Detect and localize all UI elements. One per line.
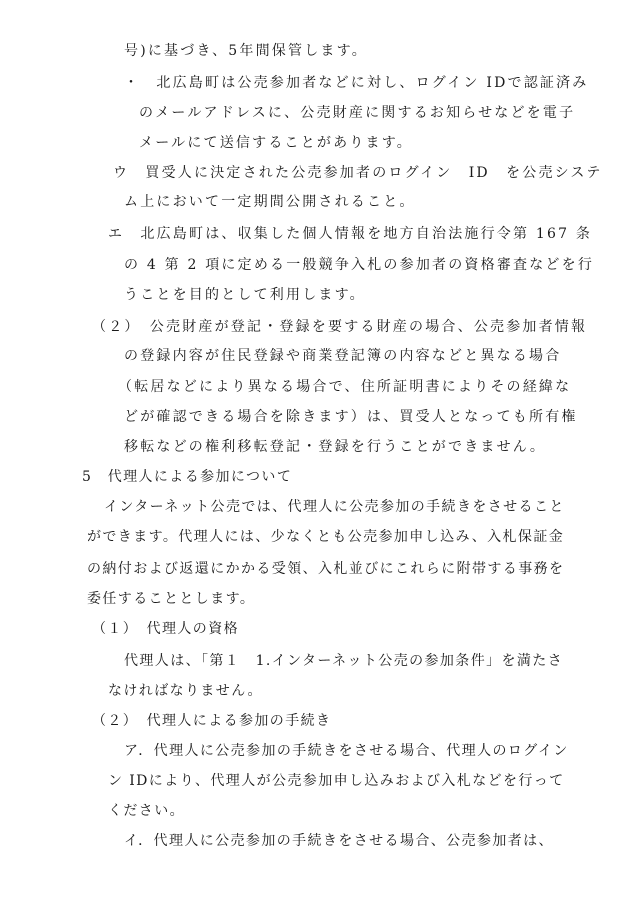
text-line: 号)に基づき、5年間保管します。	[124, 43, 368, 59]
text-line: の 4 第 2 項に定める一般競争入札の参加者の資格審査などを行	[124, 257, 595, 273]
text-line: の納付および返還にかかる受領、入札並びにこれらに附帯する事務を	[87, 561, 565, 577]
text-line: ができます。代理人には、少なくとも公売参加申し込み、入札保証金	[87, 529, 565, 545]
text-line: ウ 買受人に決定された公売参加者のログイン ID を公売システ	[113, 165, 603, 181]
text-line: 委任することとします。	[87, 591, 256, 607]
section-heading: 5 代理人による参加について	[82, 469, 293, 485]
text-line: ・ 北広島町は公売参加者などに対し、ログイン IDで認証済み	[124, 75, 589, 91]
text-line: イ．代理人に公売参加の手続きをさせる場合、公売参加者は、	[124, 833, 554, 849]
text-line: なければなりません。	[108, 683, 263, 699]
section-heading: （１） 代理人の資格	[92, 621, 239, 637]
text-line: ム上において一定期間公開されること。	[124, 194, 416, 210]
text-line: ン IDにより、代理人が公売参加申し込みおよび入札などを行って	[108, 773, 565, 789]
text-line: ください。	[108, 803, 185, 819]
text-line: どが確認できる場合を除きます）は、買受人となっても所有権	[124, 409, 578, 425]
text-line: メールにて送信することがあります。	[139, 135, 413, 151]
text-line: インターネット公売では、代理人に公売参加の手続きをさせること	[104, 499, 565, 515]
text-line: 移転などの権利移転登記・登録を行うことができません。	[124, 439, 547, 455]
text-line: ア．代理人に公売参加の手続きをさせる場合、代理人のログイン	[124, 743, 569, 759]
section-heading: （２） 公売財産が登記・登録を要する財産の場合、公売参加者情報	[92, 319, 588, 335]
text-line: の登録内容が住民登録や商業登記簿の内容などと異なる場合	[124, 348, 562, 364]
text-line: エ 北広島町は、収集した個人情報を地方自治法施行令第 167 条	[108, 226, 593, 242]
text-line: うことを目的として利用します。	[124, 287, 366, 303]
text-line: のメールアドレスに、公売財産に関するお知らせなどを電子	[139, 105, 576, 121]
text-line: 代理人は、「第１ 1.インターネット公売の参加条件」を満たさ	[124, 653, 564, 669]
section-heading: （２） 代理人による参加の手続き	[92, 713, 332, 729]
text-line: （転居などにより異なる場合で、住所証明書によりその経緯な	[118, 379, 572, 395]
